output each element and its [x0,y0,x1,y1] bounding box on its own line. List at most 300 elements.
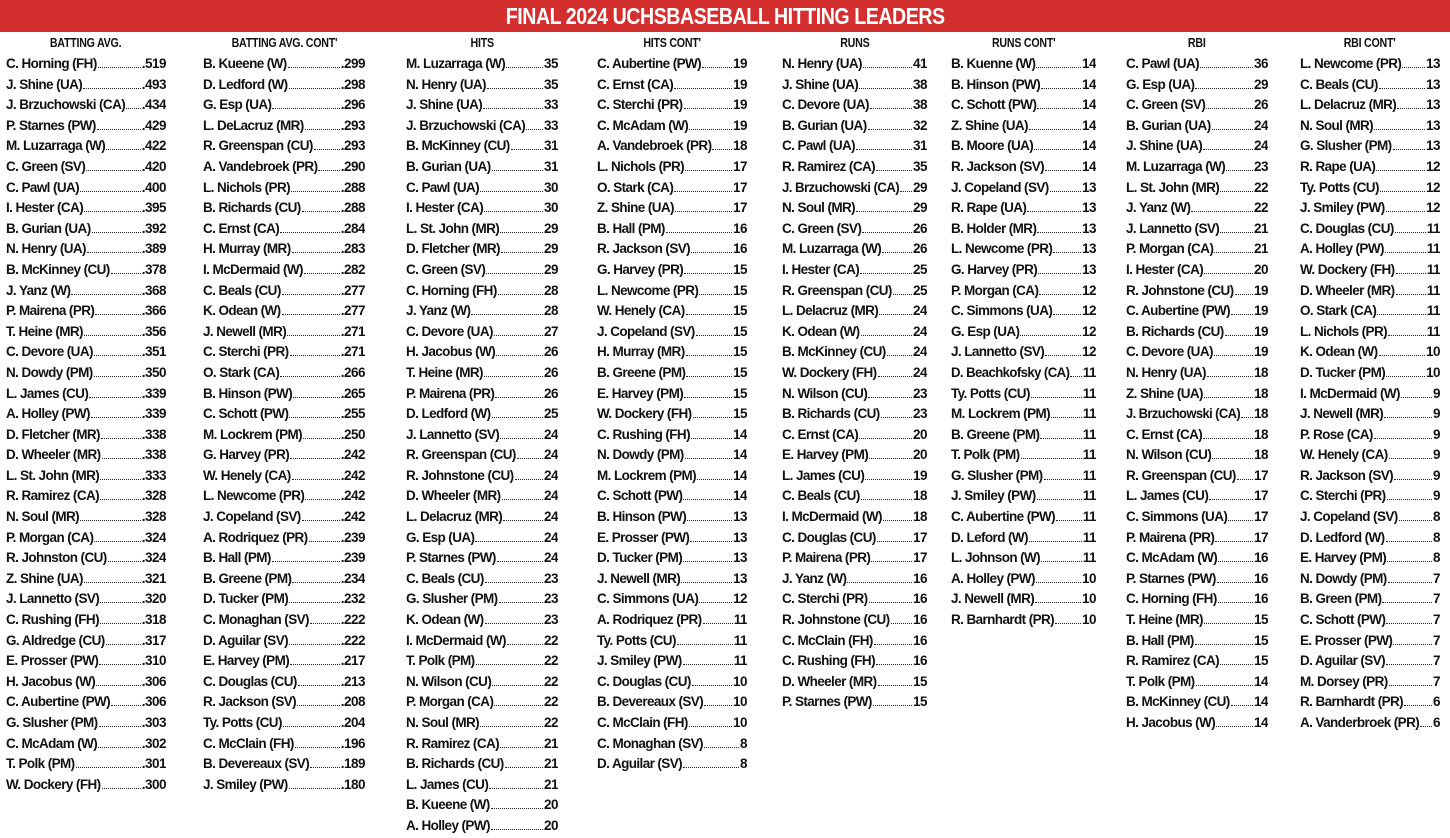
stat-value: 18 [1253,406,1268,422]
player-name: L. Newcome (PR) [1300,56,1402,71]
stat-value: 11 [1426,303,1440,319]
player-name: N. Wilson (CU) [782,385,868,401]
leader-row [406,342,558,363]
stat-value: 29 [543,241,558,257]
dot-leader [900,191,912,192]
stat-value: .378 [141,261,166,277]
stat-value: 17 [1253,529,1268,545]
leader-row [6,692,166,713]
dot-leader [1203,438,1253,439]
leader-row [203,589,365,610]
leader-row [951,75,1096,96]
stat-value: 41 [912,56,927,71]
player-name: B. Richards (CU) [1126,323,1224,339]
leader-row [406,136,558,157]
leader-row [951,404,1096,425]
leader-row [1126,404,1268,425]
stat-value: 9 [1432,447,1440,463]
leader-row [203,507,365,528]
dot-leader [1387,499,1432,500]
leader-row [597,672,747,693]
dot-leader [289,417,339,418]
stat-value: .283 [340,241,365,257]
leader-row [782,425,927,446]
player-name: C. Horning (FH) [6,56,97,71]
stat-value: 15 [1253,632,1268,648]
stat-value: 13 [1425,138,1440,154]
player-name: D. Leford (W) [951,529,1028,545]
dot-leader [1027,211,1081,212]
player-name: R. Barnhardt (PR) [1300,694,1404,710]
dot-leader [503,520,543,521]
dot-leader [684,108,732,109]
player-name: J. Yanz (W) [782,570,847,586]
stat-value: 23 [543,570,558,586]
player-name: R. Johnstone (CU) [406,467,514,483]
leader-row [951,157,1096,178]
dot-leader [491,829,543,830]
player-name: C. Green (SV) [1126,97,1206,113]
player-name: C. Pawl (UA) [782,138,856,154]
player-name: C. Douglas (CU) [782,529,876,545]
leader-row [1126,713,1268,734]
leader-row [1300,322,1440,343]
player-name: C. Monaghan (SV) [203,612,309,628]
leader-row [1300,54,1440,75]
dot-leader [859,88,912,89]
leader-row [203,322,365,343]
dot-leader [1386,376,1425,377]
player-name: C. Horning (FH) [406,282,497,298]
leader-row [203,445,365,466]
player-name: D. Wheeler (MR) [406,488,501,504]
player-name: J. Smiley (PW) [597,653,682,669]
dot-leader [1393,149,1425,150]
player-name: C. McAdam (W) [1126,550,1218,566]
dot-leader [80,520,141,521]
stat-value: 29 [912,179,927,195]
dot-leader [100,479,141,480]
leader-row [203,301,365,322]
dot-leader [1387,561,1432,562]
dot-leader [1214,252,1253,253]
leader-row [951,54,1096,75]
leader-row [203,404,365,425]
player-name: B. Richards (CU) [782,406,880,422]
leader-row [406,301,558,322]
stat-value: 15 [912,673,927,689]
player-name: A. Holley (PW) [406,817,490,833]
leader-row [597,507,747,528]
stat-value: 11 [1082,426,1096,442]
player-name: L. James (CU) [1126,488,1209,504]
dot-leader [856,149,912,150]
player-name: R. Johnstone (CU) [782,612,890,628]
stat-value: 14 [1081,138,1096,154]
player-name: N. Dowdy (PM) [6,364,93,380]
stat-value: .242 [340,447,365,463]
dot-leader [293,397,340,398]
dot-leader [868,397,912,398]
dot-leader [71,294,140,295]
dot-leader [1396,273,1426,274]
leader-row [782,239,927,260]
stat-value: 22 [543,673,558,689]
stat-value: .296 [340,97,365,113]
leader-row [597,322,747,343]
dot-leader [496,355,543,356]
dot-leader [685,170,732,171]
dot-leader [1393,644,1432,645]
player-name: Ty. Potts (CU) [203,715,282,730]
player-name: D. Tucker (PM) [203,591,289,607]
stat-value: .318 [141,612,166,628]
player-name: D. Beachkofsky (CA) [951,364,1070,380]
stat-value: 13 [1425,117,1440,133]
player-name: C. Douglas (CU) [597,673,691,689]
dot-leader [861,335,912,336]
player-name: L. Johnson (W) [951,550,1041,566]
dot-leader [675,211,732,212]
player-name: M. Luzarraga (W) [1126,158,1226,174]
stat-value: 25 [912,282,927,298]
player-name: C. Ernst (CA) [1126,426,1203,442]
leader-row [203,54,365,75]
stat-value: 13 [1081,261,1096,277]
player-name: W. Henely (CA) [203,467,291,483]
player-name: M. Lockrem (PM) [951,406,1051,422]
stat-value: 13 [732,529,747,545]
player-name: J. Copeland (SV) [951,179,1049,195]
dot-leader [291,191,340,192]
player-name: L. Nichols (PR) [597,158,685,174]
player-name: Z. Shine (UA) [6,570,83,586]
player-name: C. Douglas (CU) [203,673,297,689]
dot-leader [1214,355,1253,356]
leader-row [406,754,558,775]
leader-row [203,754,365,775]
stat-value: 11 [733,612,747,628]
player-name: C. Ernst (CA) [203,220,280,236]
stat-value: 17 [912,550,927,566]
stat-value: 21 [543,735,558,751]
player-name: B. McKinney (CU) [406,138,510,154]
leader-row [203,610,365,631]
leader-row [406,775,558,796]
leader-row [1126,692,1268,713]
player-name: Z. Shine (UA) [597,200,674,216]
leader-row [951,301,1096,322]
dot-leader [111,705,141,706]
player-name: W. Dockery (FH) [6,776,101,792]
player-name: R. Ramirez (CA) [6,488,100,504]
leader-row [406,281,558,302]
player-name: B. Gurian (UA) [406,158,491,174]
stat-value: 8 [739,735,747,751]
column-title [597,34,747,52]
stat-value: .282 [340,261,365,277]
leader-row [1300,219,1440,240]
stat-value: 16 [912,612,927,628]
player-name: B. Richards (CU) [406,756,504,772]
player-name: Z. Shine (UA) [951,117,1028,133]
leader-row [406,713,558,734]
stat-value: 7 [1432,570,1440,586]
stat-value: 24 [543,529,558,545]
dot-leader [1386,211,1425,212]
dot-leader [876,170,912,171]
column-title [782,34,927,52]
stat-value: 24 [543,467,558,483]
dot-leader [1037,108,1081,109]
player-name: P. Starnes (PW) [406,550,496,566]
stat-value: 13 [1425,97,1440,113]
leader-row [406,672,558,693]
leader-row [203,734,365,755]
leader-row [782,692,927,713]
leader-row [406,363,558,384]
player-name: L. James (CU) [406,776,489,792]
stat-value: 35 [912,158,927,174]
dot-leader [1379,88,1425,89]
stat-value: 24 [1253,117,1268,133]
player-name: J. Brzuchowski (CA) [6,97,126,113]
player-name: P. Morgan (CA) [1126,241,1214,257]
player-name: C. Aubertine (PW) [1126,303,1231,319]
dot-leader [318,170,339,171]
stat-value: 17 [1253,509,1268,525]
leader-row [6,342,166,363]
stat-value: 17 [732,158,747,174]
dot-leader [487,88,543,89]
leader-row [782,157,927,178]
leader-row [203,363,365,384]
dot-leader [712,149,731,150]
dot-leader [1384,417,1432,418]
dot-leader [1380,191,1425,192]
player-name: H. Jacobus (W) [6,673,96,689]
dot-leader [282,294,340,295]
leader-row [951,384,1096,405]
player-name: L. Nichols (PR) [203,179,291,195]
player-name: C. Schott (PW) [597,488,683,504]
player-name: N. Soul (MR) [6,509,80,525]
dot-leader [1034,149,1081,150]
leader-row [951,136,1096,157]
player-name: K. Odean (W) [406,612,484,628]
stat-value: 11 [1426,241,1440,257]
player-name: L. St. John (MR) [6,467,100,483]
leader-row [203,342,365,363]
player-name: G. Slusher (PM) [951,467,1043,483]
player-name: A. Rodriquez (PR) [203,529,308,545]
leader-row [597,75,747,96]
stat-value: 16 [1253,550,1268,566]
stat-value: .239 [340,529,365,545]
leader-row [597,342,747,363]
stat-value: 6 [1432,694,1440,710]
player-name: E. Harvey (PM) [1300,550,1387,566]
leader-row [1126,260,1268,281]
dot-leader [297,705,340,706]
stat-value: .333 [141,467,166,483]
player-name: H. Jacobus (W) [406,344,496,360]
dot-leader [1226,170,1253,171]
stat-value: .180 [340,776,365,792]
leader-row [203,281,365,302]
player-name: J. Copeland (SV) [1300,509,1398,525]
stat-value: 35 [543,76,558,92]
dot-leader [126,108,141,109]
leader-row [782,610,927,631]
player-name: L. James (CU) [6,385,89,401]
player-name: I. McDermaid (W) [1300,385,1400,401]
player-name: C. Simmons (UA) [597,591,699,607]
dot-leader [289,788,340,789]
dot-leader [859,438,912,439]
dot-leader [1021,458,1082,459]
leader-row [951,528,1096,549]
player-name: C. Aubertine (PW) [597,56,702,71]
player-name: G. Esp (UA) [406,529,475,545]
dot-leader [99,726,141,727]
player-name: A. Vanderbroek (PR) [1300,715,1420,730]
dot-leader [685,458,732,459]
leader-row [1300,384,1440,405]
dot-leader [290,458,340,459]
player-name: B. Devereaux (SV) [203,756,310,772]
player-name: J. Newell (MR) [951,591,1035,607]
player-name: C. Beals (CU) [406,570,484,586]
player-name: R. Jackson (SV) [203,694,297,710]
leader-row [1126,548,1268,569]
stat-value: .321 [141,570,166,586]
leader-row [1300,589,1440,610]
dot-leader [489,788,543,789]
stat-value: 17 [732,179,747,195]
player-name: J. Copeland (SV) [203,509,301,525]
player-name: N. Wilson (CU) [1126,447,1212,463]
leader-row [1300,198,1440,219]
player-name: J. Copeland (SV) [597,323,695,339]
stat-value: 15 [732,385,747,401]
player-name: J. Newell (MR) [203,323,287,339]
player-name: K. Odean (W) [203,303,281,319]
dot-leader [295,747,340,748]
leader-row [782,528,927,549]
dot-leader [1215,541,1253,542]
stat-value: 9 [1432,385,1440,401]
stat-value: 16 [912,591,927,607]
dot-leader [690,541,732,542]
leader-row [951,363,1096,384]
player-name: J. Smiley (PW) [203,776,288,792]
stat-value: .392 [141,220,166,236]
player-name: G. Harvey (PR) [597,261,684,277]
dot-leader [287,335,340,336]
player-name: A. Rodriquez (PR) [597,612,702,628]
stat-value: 16 [1253,591,1268,607]
leader-row [1126,486,1268,507]
player-name: T. Polk (PM) [951,447,1020,463]
dot-leader [1206,108,1253,109]
stat-value: .277 [340,303,365,319]
dot-leader [84,211,141,212]
leader-row [6,610,166,631]
dot-leader [97,129,141,130]
player-name: P. Mairena (PR) [1126,529,1215,545]
leader-row [6,569,166,590]
player-name: T. Heine (MR) [1126,612,1203,628]
stat-value: .328 [141,488,166,504]
dot-leader [1191,211,1253,212]
dot-leader [506,67,543,68]
dot-leader [702,67,732,68]
stat-value: .351 [141,344,166,360]
stat-value: 22 [1253,179,1268,195]
player-name: N. Dowdy (PM) [1300,570,1387,586]
leader-row [6,754,166,775]
player-name: B. Greene (PM) [203,570,292,586]
stat-value: 14 [1253,673,1268,689]
player-name: L. DeLacruz (MR) [203,117,304,133]
player-name: B. McKinney (CU) [1126,694,1230,710]
dot-leader [1235,294,1253,295]
stat-value: 24 [912,303,927,319]
dot-leader [1037,499,1082,500]
leader-row [406,95,558,116]
leader-row [203,157,365,178]
stat-value: 23 [543,612,558,628]
player-name: R. Greenspan (CU) [406,447,516,463]
dot-leader [869,602,912,603]
leader-list [951,54,1096,631]
dot-leader [1396,294,1426,295]
stat-value: .320 [141,591,166,607]
leader-row [951,445,1096,466]
leader-row [951,466,1096,487]
player-name: C. Simmons (UA) [951,303,1053,319]
stat-value: 11 [1082,550,1096,566]
player-name: E. Prosser (PW) [6,653,99,669]
dot-leader [870,108,912,109]
stat-value: 38 [912,76,927,92]
stat-value: 11 [1426,323,1440,339]
player-name: B. Moore (UA) [951,138,1034,154]
stat-value: 32 [912,117,927,133]
leader-row [6,486,166,507]
stat-value: 12 [1081,282,1096,298]
stat-value: 24 [912,364,927,380]
leader-row [6,775,166,796]
stat-value: 15 [1253,653,1268,669]
dot-leader [492,417,543,418]
dot-leader [494,705,543,706]
player-name: J. Shine (UA) [6,76,83,92]
leader-row [782,631,927,652]
stat-value: .239 [340,550,365,566]
dot-leader [83,88,141,89]
stat-value: 17 [1253,488,1268,504]
leader-row [782,363,927,384]
leader-row [951,260,1096,281]
stat-value: 16 [912,570,927,586]
player-name: T. Polk (PM) [406,653,475,669]
dot-leader [1204,623,1253,624]
player-name: B. Hinson (PW) [597,509,687,525]
stat-value: .328 [141,509,166,525]
player-name: J. Brzuchowski (CA) [406,117,526,133]
